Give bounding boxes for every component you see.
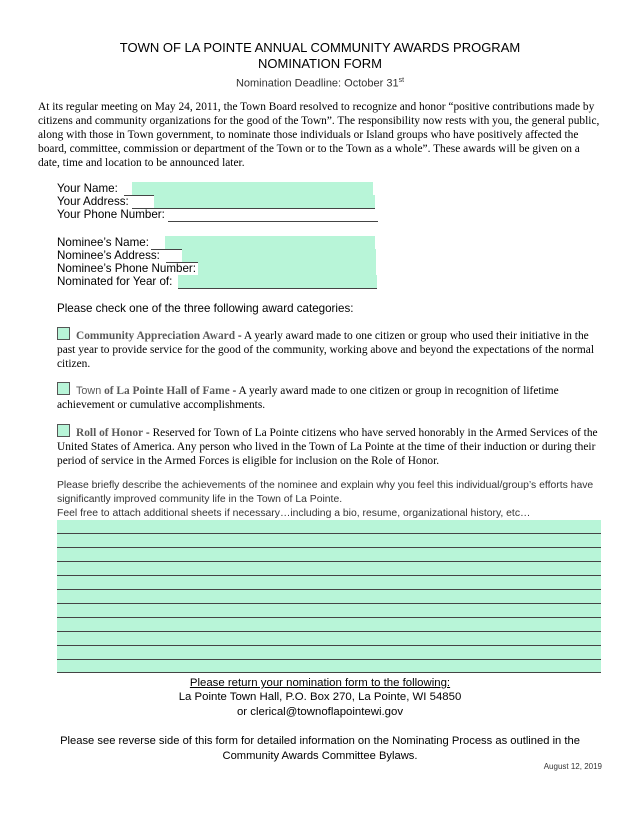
nomination-deadline (0, 74, 640, 91)
nominee-phone-label: Nominee’s Phone Number: (57, 262, 196, 275)
writing-line (57, 631, 601, 632)
return-email: or clerical@townoflapointewi.gov (236, 706, 404, 718)
writing-line (57, 645, 601, 646)
your-name-field[interactable] (132, 182, 373, 196)
roll-of-honor-checkbox[interactable] (57, 424, 70, 437)
nominated-year-label: Nominated for Year of: (57, 275, 173, 288)
deadline-text: Nomination Deadline: October 31 (235, 77, 399, 90)
award-name: of La Pointe Hall of Fame (101, 385, 230, 397)
award-name: Community Appreciation Award (76, 330, 236, 342)
writing-line (57, 547, 601, 548)
your-phone-label: Your Phone Number: (57, 208, 165, 221)
nominated-year-field[interactable] (178, 275, 377, 289)
return-address: La Pointe Town Hall, P.O. Box 270, La Pointe, WI 54850 (178, 691, 462, 703)
deadline-suffix: st (398, 77, 405, 84)
your-address-label: Your Address: (57, 195, 129, 208)
underline (151, 236, 165, 250)
nominee-name-label: Nominee’s Name: (57, 236, 149, 249)
describe-instructions (57, 479, 605, 521)
writing-line (57, 561, 601, 562)
your-name-label: Your Name: (57, 182, 118, 195)
award-name: Roll of Honor (76, 427, 144, 439)
reverse-side-note: Please see reverse side of this form for detailed information on the Nominating Process as outlined in the Community Awards Committee Bylaws. (60, 735, 580, 762)
nominee-address-label: Nominee’s Address: (57, 249, 160, 262)
nominated-year-input[interactable] (178, 279, 377, 292)
your-phone-field[interactable] (168, 208, 378, 222)
award-hall-of-fame (57, 382, 603, 412)
describe-line2: Feel free to attach additional sheets if necessary…including a bio, resume, organizational history, etc… (57, 508, 531, 519)
hall-of-fame-checkbox[interactable] (57, 382, 70, 395)
underline (124, 182, 132, 196)
return-heading: Please return your nomination form to the following: (189, 677, 451, 689)
form-title-line2: NOMINATION FORM (258, 56, 382, 71)
form-title-line1: TOWN OF LA POINTE ANNUAL COMMUNITY AWARDS PROGRAM (119, 40, 521, 55)
writing-line (57, 603, 601, 604)
community-appreciation-checkbox[interactable] (57, 327, 70, 340)
writing-line (57, 589, 601, 590)
award-description: - A yearly award made to one citizen or group in recognition of lifetime achievement or cumulative accomplishments. (57, 385, 559, 411)
your-address-field[interactable] (154, 195, 375, 209)
award-roll-of-honor (57, 424, 603, 468)
describe-line1: Please briefly describe the achievements of the nominee and explain why you feel this individual/group’s efforts have significantly improved community life in the Town of La Pointe. (57, 480, 594, 505)
writing-line (57, 617, 601, 618)
nominee-name-field[interactable] (165, 236, 375, 250)
award-description: - Reserved for Town of La Pointe citizens who have served honorably in the Armed Services of the United States of America. Any person who lived in the Town of La Pointe at the time of their induction or during their period of service in the Armed Forces is eligible for inclusion on the Role of Honor. (57, 427, 598, 467)
description-text-area[interactable] (57, 520, 601, 673)
award-name-prefix: Town (76, 385, 102, 397)
underline (132, 195, 154, 209)
writing-line (57, 672, 601, 673)
award-category-prompt: Please check one of the three following award categories: (57, 302, 354, 315)
form-date: August 12, 2019 (543, 762, 602, 771)
writing-line (57, 659, 601, 660)
award-community-appreciation (57, 327, 603, 371)
intro-paragraph: At its regular meeting on May 24, 2011, the Town Board resolved to recognize and honor “positive contributions made by citizens and community organizations for the good of the Town”. The responsibility now rests with you, the general public, along with those in Town government, to nominate those individuals or Island groups who have positively affected the board, committee, commission or department of the Town or to the Town as a whole”. These awards will be given on a date, time and location to be announced later. (38, 101, 600, 169)
award-description: - A yearly award made to one citizen or group who used their initiative in the past year to provide service for the good of the community, working above and beyond the expectations of the normal citizen. (57, 330, 594, 370)
writing-line (57, 533, 601, 534)
nominee-phone-field[interactable] (198, 262, 376, 276)
underline (166, 249, 182, 263)
writing-line (57, 575, 601, 576)
nominee-address-field[interactable] (182, 249, 376, 263)
